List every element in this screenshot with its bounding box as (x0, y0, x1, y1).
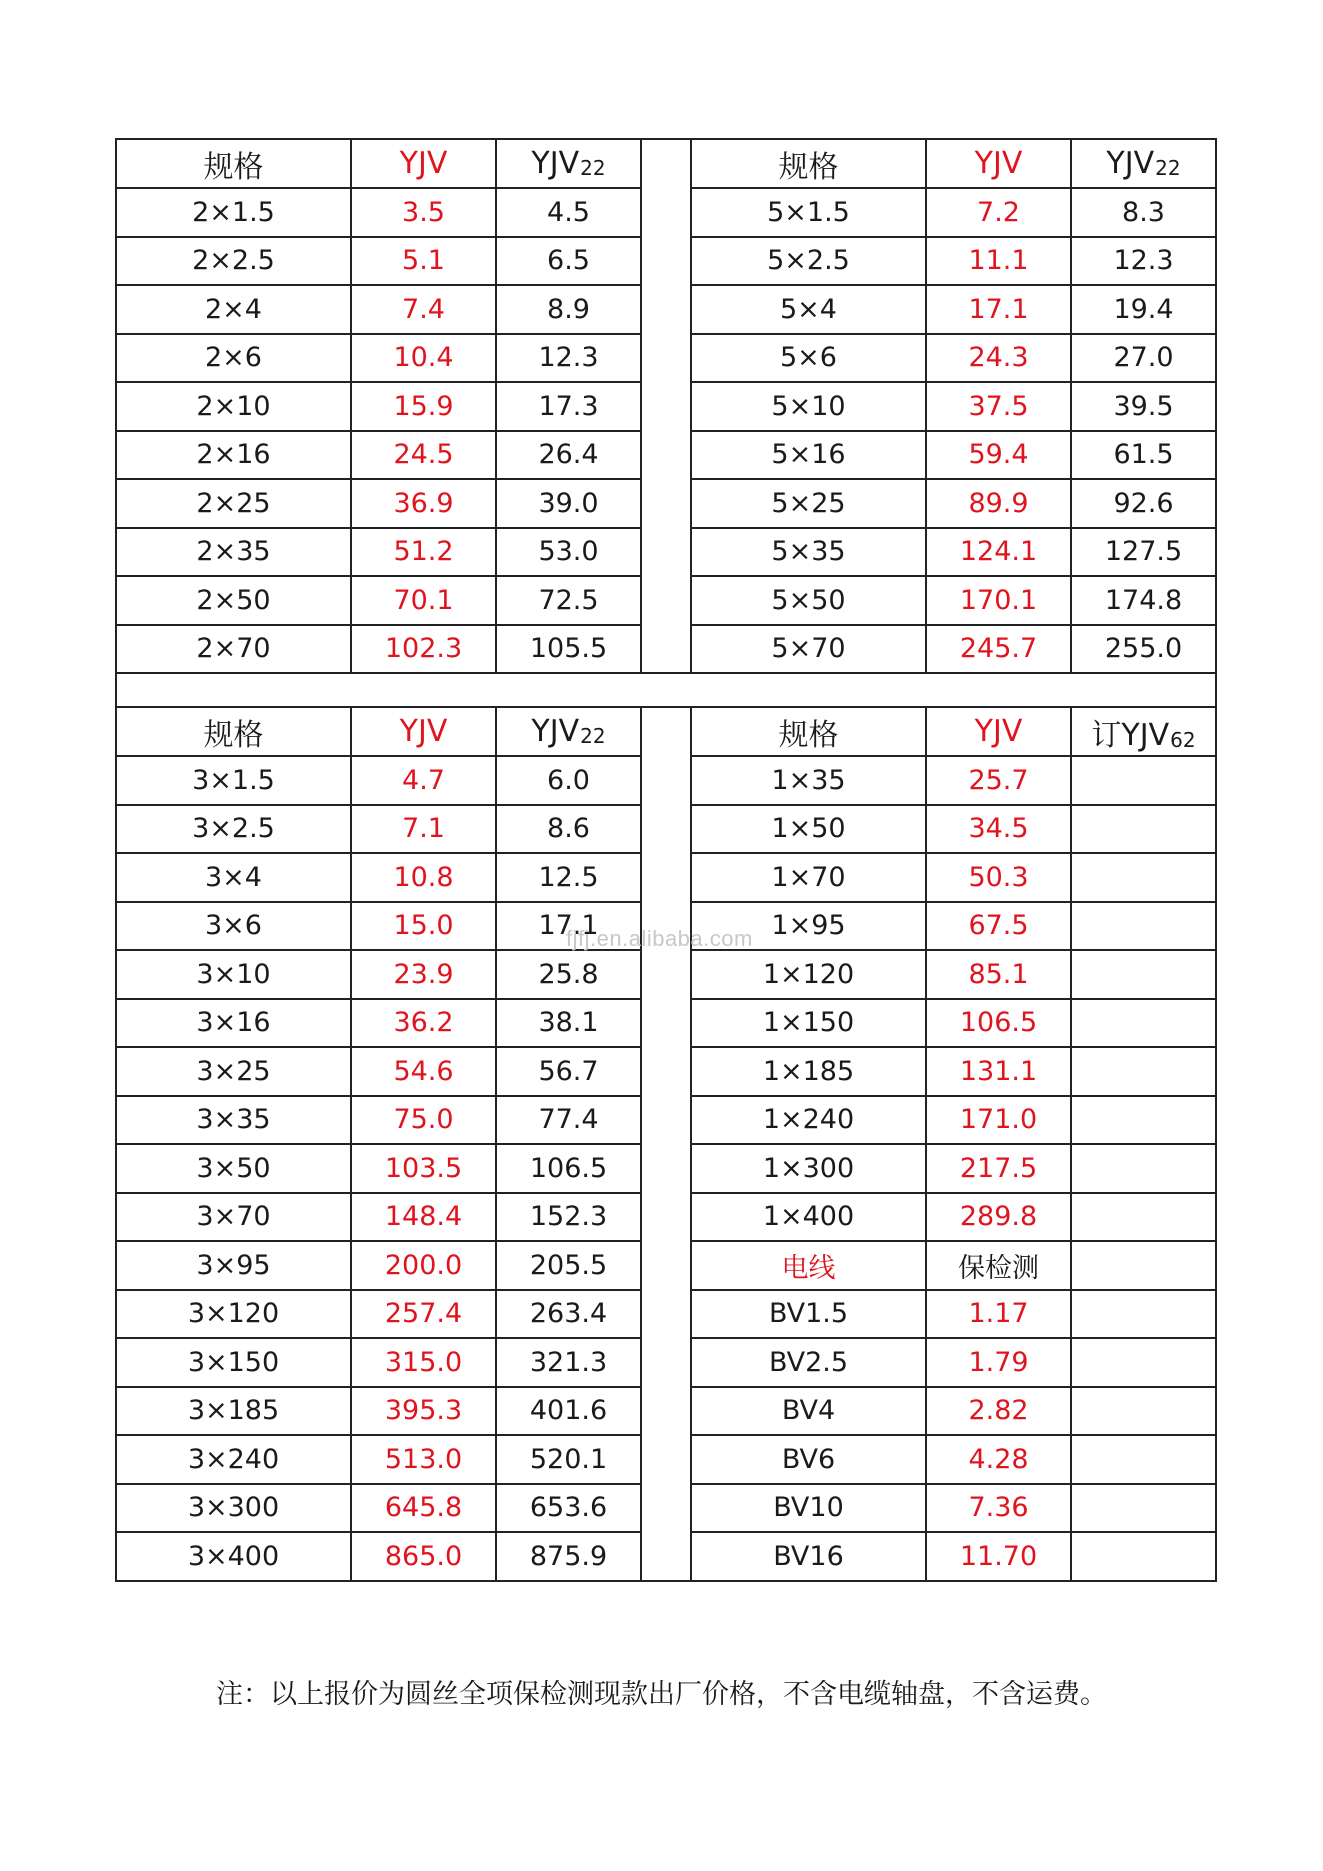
left-yjv-price: 865.0 (351, 1532, 496, 1581)
right-spec-cell: 5×6 (691, 334, 926, 383)
right-armored-price (1071, 1047, 1216, 1096)
right-spec-cell: 5×4 (691, 285, 926, 334)
right-yjv-price: 85.1 (926, 950, 1071, 999)
left-yjv-price: 148.4 (351, 1193, 496, 1242)
right-armored-price: 27.0 (1071, 334, 1216, 383)
right-spec-cell: BV16 (691, 1532, 926, 1581)
left-yjv-price: 513.0 (351, 1435, 496, 1484)
left-spec-cell: 3×400 (116, 1532, 351, 1581)
left-armored-price: 6.5 (496, 237, 641, 286)
right-spec-cell: 1×120 (691, 950, 926, 999)
left-spec-cell: 2×2.5 (116, 237, 351, 286)
left-spec-cell: 3×16 (116, 999, 351, 1048)
right-armored-price (1071, 756, 1216, 805)
right-header-armored-label: 订YJV (1091, 717, 1170, 753)
right-spec-cell: 1×400 (691, 1193, 926, 1242)
right-spec-cell: 1×240 (691, 1096, 926, 1145)
left-yjv-price: 10.4 (351, 334, 496, 383)
left-yjv-price: 645.8 (351, 1484, 496, 1533)
left-yjv-price: 36.2 (351, 999, 496, 1048)
left-yjv-price: 3.5 (351, 188, 496, 237)
right-armored-price (1071, 1338, 1216, 1387)
column-gap (641, 139, 691, 673)
left-spec-cell: 3×95 (116, 1241, 351, 1290)
right-armored-price: 19.4 (1071, 285, 1216, 334)
left-yjv-price: 54.6 (351, 1047, 496, 1096)
right-header-yjv: YJV (926, 139, 1071, 188)
left-header-armored-label: YJV (531, 146, 580, 181)
right-yjv-price: 171.0 (926, 1096, 1071, 1145)
separator-row (116, 673, 1216, 707)
right-armored-price (1071, 1144, 1216, 1193)
right-armored-price: 174.8 (1071, 576, 1216, 625)
left-armored-price: 6.0 (496, 756, 641, 805)
right-header-armored (1071, 139, 1216, 188)
left-spec-cell: 3×25 (116, 1047, 351, 1096)
right-spec-cell: 1×185 (691, 1047, 926, 1096)
watermark: fjfj.en.alibaba.com (566, 926, 753, 951)
left-spec-cell: 3×6 (116, 902, 351, 951)
right-header-armored-subscript: 22 (1155, 156, 1181, 180)
left-spec-cell: 2×35 (116, 528, 351, 577)
right-yjv-price: 24.3 (926, 334, 1071, 383)
left-spec-cell: 3×185 (116, 1387, 351, 1436)
left-armored-price: 875.9 (496, 1532, 641, 1581)
right-yjv-price: 7.36 (926, 1484, 1071, 1533)
left-yjv-price: 15.9 (351, 382, 496, 431)
left-spec-cell: 3×240 (116, 1435, 351, 1484)
right-armored-price: 92.6 (1071, 479, 1216, 528)
right-spec-cell: 电线 (691, 1241, 926, 1290)
left-yjv-price: 102.3 (351, 625, 496, 674)
right-header-yjv: YJV (926, 707, 1071, 756)
right-armored-price (1071, 1241, 1216, 1290)
left-yjv-price: 315.0 (351, 1338, 496, 1387)
price-sheet (115, 138, 1215, 1582)
column-gap (641, 707, 691, 1581)
left-header-armored (496, 707, 641, 756)
left-armored-price: 152.3 (496, 1193, 641, 1242)
left-yjv-price: 200.0 (351, 1241, 496, 1290)
right-header-spec: 规格 (691, 139, 926, 188)
left-spec-cell: 2×10 (116, 382, 351, 431)
right-armored-price: 39.5 (1071, 382, 1216, 431)
right-armored-price (1071, 1532, 1216, 1581)
left-spec-cell: 2×50 (116, 576, 351, 625)
right-spec-cell: 1×50 (691, 805, 926, 854)
right-armored-price (1071, 1290, 1216, 1339)
left-yjv-price: 7.1 (351, 805, 496, 854)
right-yjv-price: 保检测 (926, 1241, 1071, 1290)
left-armored-price: 77.4 (496, 1096, 641, 1145)
left-yjv-price: 24.5 (351, 431, 496, 480)
left-spec-cell: 2×70 (116, 625, 351, 674)
right-armored-price (1071, 853, 1216, 902)
right-armored-price (1071, 1435, 1216, 1484)
header-row-bottom (116, 707, 1216, 756)
right-spec-cell: 1×300 (691, 1144, 926, 1193)
right-armored-price (1071, 1193, 1216, 1242)
left-header-spec: 规格 (116, 139, 351, 188)
left-spec-cell: 3×50 (116, 1144, 351, 1193)
left-armored-price: 321.3 (496, 1338, 641, 1387)
right-yjv-price: 67.5 (926, 902, 1071, 951)
left-yjv-price: 7.4 (351, 285, 496, 334)
right-yjv-price: 89.9 (926, 479, 1071, 528)
right-spec-cell: 5×1.5 (691, 188, 926, 237)
left-armored-price: 106.5 (496, 1144, 641, 1193)
left-armored-price: 401.6 (496, 1387, 641, 1436)
right-spec-cell: 5×16 (691, 431, 926, 480)
left-header-spec: 规格 (116, 707, 351, 756)
right-spec-cell: 1×70 (691, 853, 926, 902)
right-spec-cell: BV4 (691, 1387, 926, 1436)
right-yjv-price: 11.70 (926, 1532, 1071, 1581)
left-armored-price: 56.7 (496, 1047, 641, 1096)
right-yjv-price: 59.4 (926, 431, 1071, 480)
left-yjv-price: 5.1 (351, 237, 496, 286)
left-spec-cell: 3×2.5 (116, 805, 351, 854)
left-header-armored-label: YJV (531, 714, 580, 749)
right-header-armored-label: YJV (1106, 146, 1155, 181)
left-armored-price: 38.1 (496, 999, 641, 1048)
left-armored-price: 8.9 (496, 285, 641, 334)
left-spec-cell: 2×25 (116, 479, 351, 528)
right-armored-price: 8.3 (1071, 188, 1216, 237)
left-spec-cell: 2×6 (116, 334, 351, 383)
right-yjv-price: 245.7 (926, 625, 1071, 674)
left-spec-cell: 3×10 (116, 950, 351, 999)
right-yjv-price: 4.28 (926, 1435, 1071, 1484)
left-spec-cell: 2×4 (116, 285, 351, 334)
right-armored-price (1071, 950, 1216, 999)
left-yjv-price: 103.5 (351, 1144, 496, 1193)
left-armored-price: 12.3 (496, 334, 641, 383)
right-spec-cell: 1×35 (691, 756, 926, 805)
left-yjv-price: 15.0 (351, 902, 496, 951)
separator-cell (116, 673, 1216, 707)
right-armored-price (1071, 1096, 1216, 1145)
right-header-armored-subscript: 62 (1170, 727, 1196, 752)
right-spec-cell: BV1.5 (691, 1290, 926, 1339)
left-spec-cell: 2×16 (116, 431, 351, 480)
left-yjv-price: 70.1 (351, 576, 496, 625)
right-armored-price: 127.5 (1071, 528, 1216, 577)
left-armored-price: 653.6 (496, 1484, 641, 1533)
right-yjv-price: 37.5 (926, 382, 1071, 431)
left-armored-price: 72.5 (496, 576, 641, 625)
left-spec-cell: 3×150 (116, 1338, 351, 1387)
right-spec-cell: 1×95 (691, 902, 926, 951)
right-header-armored (1071, 707, 1216, 756)
left-header-armored-subscript: 22 (580, 156, 606, 180)
left-armored-price: 26.4 (496, 431, 641, 480)
left-armored-price: 520.1 (496, 1435, 641, 1484)
right-armored-price: 255.0 (1071, 625, 1216, 674)
left-spec-cell: 3×1.5 (116, 756, 351, 805)
left-armored-price: 4.5 (496, 188, 641, 237)
left-armored-price: 17.1 (496, 902, 641, 951)
left-header-armored-subscript: 22 (580, 724, 606, 748)
right-yjv-price: 124.1 (926, 528, 1071, 577)
left-header-yjv: YJV (351, 707, 496, 756)
right-yjv-price: 217.5 (926, 1144, 1071, 1193)
left-armored-price: 12.5 (496, 853, 641, 902)
right-yjv-price: 11.1 (926, 237, 1071, 286)
left-armored-price: 263.4 (496, 1290, 641, 1339)
right-spec-cell: BV6 (691, 1435, 926, 1484)
right-yjv-price: 2.82 (926, 1387, 1071, 1436)
right-armored-price (1071, 1387, 1216, 1436)
right-armored-price (1071, 999, 1216, 1048)
left-header-yjv: YJV (351, 139, 496, 188)
right-yjv-price: 1.17 (926, 1290, 1071, 1339)
left-spec-cell: 2×1.5 (116, 188, 351, 237)
left-spec-cell: 3×120 (116, 1290, 351, 1339)
right-armored-price (1071, 902, 1216, 951)
right-yjv-price: 289.8 (926, 1193, 1071, 1242)
left-yjv-price: 75.0 (351, 1096, 496, 1145)
left-armored-price: 205.5 (496, 1241, 641, 1290)
right-spec-cell: 5×10 (691, 382, 926, 431)
right-yjv-price: 17.1 (926, 285, 1071, 334)
right-spec-cell: 5×50 (691, 576, 926, 625)
header-row-top (116, 139, 1216, 188)
right-spec-cell: BV10 (691, 1484, 926, 1533)
left-spec-cell: 3×70 (116, 1193, 351, 1242)
left-spec-cell: 3×300 (116, 1484, 351, 1533)
right-yjv-price: 1.79 (926, 1338, 1071, 1387)
right-yjv-price: 25.7 (926, 756, 1071, 805)
left-armored-price: 53.0 (496, 528, 641, 577)
left-spec-cell: 3×35 (116, 1096, 351, 1145)
left-header-armored (496, 139, 641, 188)
left-armored-price: 8.6 (496, 805, 641, 854)
right-spec-cell: 1×150 (691, 999, 926, 1048)
left-yjv-price: 10.8 (351, 853, 496, 902)
left-armored-price: 25.8 (496, 950, 641, 999)
right-yjv-price: 170.1 (926, 576, 1071, 625)
right-yjv-price: 106.5 (926, 999, 1071, 1048)
right-yjv-price: 131.1 (926, 1047, 1071, 1096)
left-yjv-price: 23.9 (351, 950, 496, 999)
right-armored-price (1071, 805, 1216, 854)
right-spec-cell: 5×25 (691, 479, 926, 528)
left-yjv-price: 4.7 (351, 756, 496, 805)
left-yjv-price: 395.3 (351, 1387, 496, 1436)
right-spec-cell: BV2.5 (691, 1338, 926, 1387)
right-header-spec: 规格 (691, 707, 926, 756)
price-table (115, 138, 1217, 1582)
left-armored-price: 17.3 (496, 382, 641, 431)
left-yjv-price: 36.9 (351, 479, 496, 528)
right-yjv-price: 7.2 (926, 188, 1071, 237)
left-spec-cell: 3×4 (116, 853, 351, 902)
right-armored-price: 12.3 (1071, 237, 1216, 286)
right-spec-cell: 5×35 (691, 528, 926, 577)
right-armored-price: 61.5 (1071, 431, 1216, 480)
left-armored-price: 39.0 (496, 479, 641, 528)
left-yjv-price: 257.4 (351, 1290, 496, 1339)
footnote: 注：以上报价为圆丝全项保检测现款出厂价格，不含电缆轴盘，不含运费。 (216, 1679, 1107, 1710)
right-spec-cell: 5×70 (691, 625, 926, 674)
left-armored-price: 105.5 (496, 625, 641, 674)
left-yjv-price: 51.2 (351, 528, 496, 577)
right-armored-price (1071, 1484, 1216, 1533)
right-yjv-price: 34.5 (926, 805, 1071, 854)
right-spec-cell: 5×2.5 (691, 237, 926, 286)
right-yjv-price: 50.3 (926, 853, 1071, 902)
